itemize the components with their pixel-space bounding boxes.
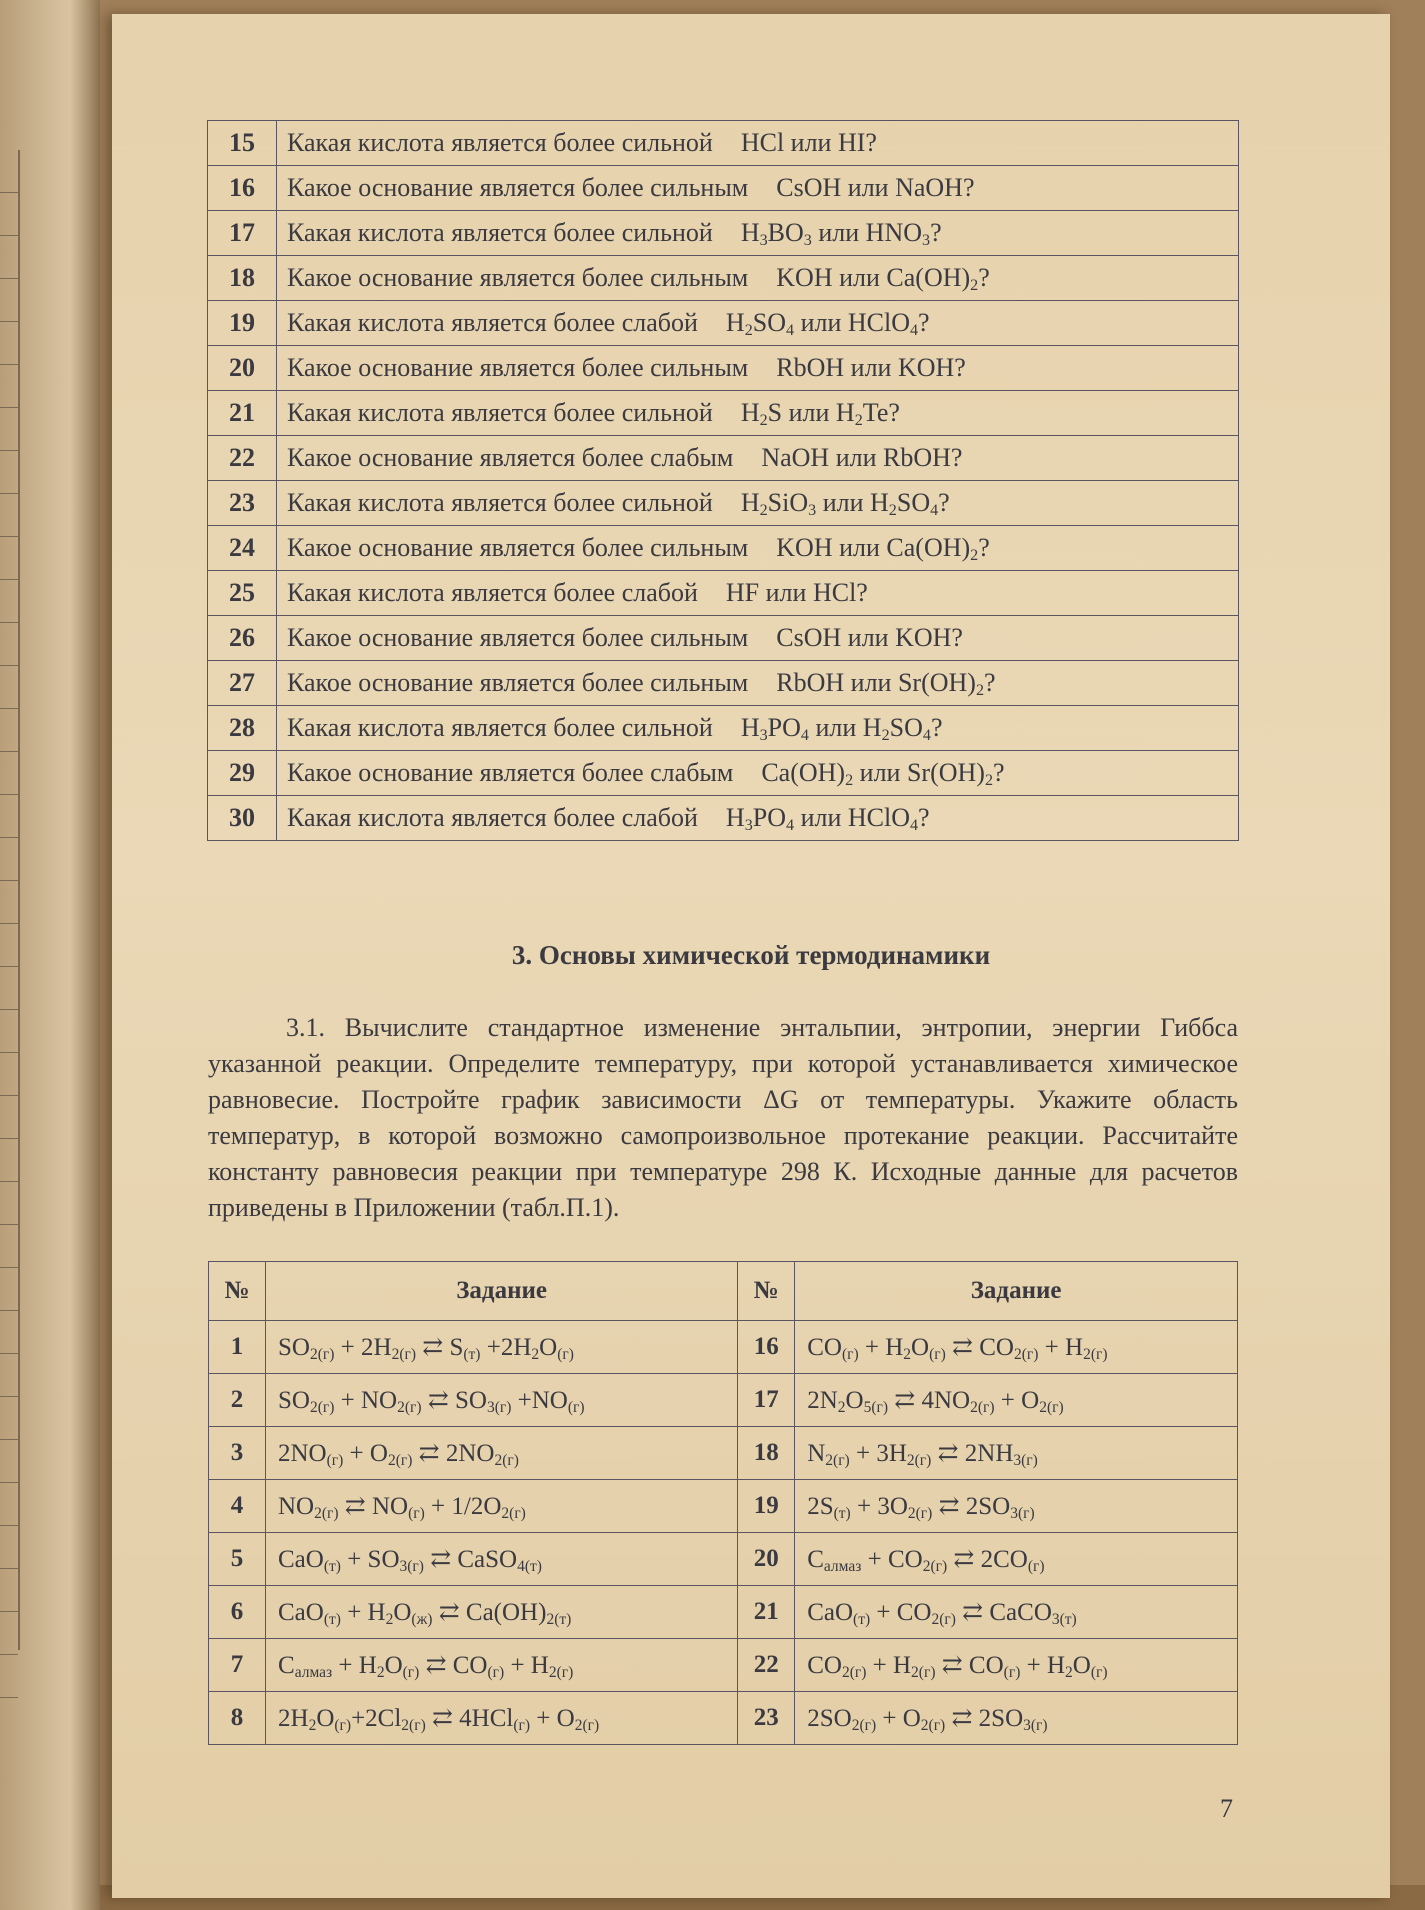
- row-number: 18: [208, 256, 277, 301]
- reaction-number: 23: [738, 1692, 795, 1745]
- reaction-row: [209, 1480, 1238, 1533]
- formula-text: $H_3BO_3$ или $HNO_3$?: [740, 218, 942, 250]
- ruled-line: [0, 967, 18, 1010]
- left-page-table-lines: [0, 150, 20, 1650]
- reaction-number: 22: [738, 1639, 795, 1692]
- formula-text: $H_2SO_4$ или HClO$_4$?: [725, 308, 930, 340]
- ruled-line: [0, 1354, 18, 1397]
- row-number: 16: [208, 166, 277, 211]
- formula-text: $H_3PO_4$ или HClO$_4$?: [725, 803, 930, 835]
- formula-text: RbOH или $Sr(OH)_2$?: [776, 668, 996, 700]
- ruled-line: [0, 924, 18, 967]
- reaction-number: 17: [738, 1374, 795, 1427]
- ruled-line: [0, 1010, 18, 1053]
- question-text: Какая кислота является более сильной: [287, 398, 713, 427]
- table-row: [208, 436, 1239, 481]
- reaction-equation: $SO_{2(г)} + NO_{2(г)}$ ⇄ $SO_{3(г)} +NO_{(г)}$: [266, 1374, 738, 1427]
- reaction-row: [209, 1427, 1238, 1480]
- reaction-equation: $N_{2(г)} + 3H_{2(г)}$ ⇄ $2NH_{3(г)}$: [795, 1427, 1238, 1480]
- question-cell: [277, 346, 1239, 391]
- table-row: [208, 751, 1239, 796]
- formula-text: NaOH или RbOH?: [761, 443, 963, 472]
- left-page-edge: [0, 0, 100, 1910]
- formula-text: $H_2SiO_3$ или $H_2SO_4$?: [740, 488, 950, 520]
- section-title: 3. Основы химической термодинамики: [511, 940, 991, 970]
- table-row: [208, 256, 1239, 301]
- header-task-right: Задание: [795, 1262, 1238, 1321]
- question-cell: [277, 481, 1239, 526]
- reaction-row: [209, 1374, 1238, 1427]
- reaction-number: 7: [209, 1639, 266, 1692]
- formula-text: RbOH или KOH?: [776, 353, 966, 382]
- table-row: [208, 481, 1239, 526]
- question-text: Какая кислота является более слабой: [287, 578, 698, 607]
- task-paragraph: [208, 1010, 1238, 1226]
- reaction-equation: $CO_{(г)} + H_2O_{(г)}$ ⇄ $CO_{2(г)} + H_{2(г)}$: [795, 1321, 1238, 1374]
- row-number: 30: [208, 796, 277, 841]
- table-row: [208, 796, 1239, 841]
- formula-text: CsOH или NaOH?: [776, 173, 975, 202]
- reaction-number: 5: [209, 1533, 266, 1586]
- ruled-line: [0, 580, 18, 623]
- row-number: 21: [208, 391, 277, 436]
- reaction-table: [208, 1261, 1238, 1745]
- table-row: [208, 166, 1239, 211]
- question-cell: [277, 751, 1239, 796]
- row-number: 28: [208, 706, 277, 751]
- ruled-line: [0, 1526, 18, 1569]
- ruled-line: [0, 1440, 18, 1483]
- reaction-number: 4: [209, 1480, 266, 1533]
- table-row: [208, 391, 1239, 436]
- ruled-line: [0, 236, 18, 279]
- ruled-line: [0, 1225, 18, 1268]
- reaction-row: [209, 1692, 1238, 1745]
- ruled-line: [0, 623, 18, 666]
- reaction-number: 16: [738, 1321, 795, 1374]
- question-text: Какая кислота является более слабой: [287, 803, 698, 832]
- ruled-line: [0, 408, 18, 451]
- formula-text: HF или HCl?: [725, 578, 868, 607]
- reaction-row: [209, 1533, 1238, 1586]
- formula-text: $Ca(OH)_2$ или $Sr(OH)_2$?: [761, 758, 1005, 790]
- question-cell: [277, 256, 1239, 301]
- row-number: 15: [208, 121, 277, 166]
- row-number: 17: [208, 211, 277, 256]
- reaction-number: 6: [209, 1586, 266, 1639]
- reaction-number: 19: [738, 1480, 795, 1533]
- row-number: 22: [208, 436, 277, 481]
- row-number: 26: [208, 616, 277, 661]
- ruled-line: [0, 838, 18, 881]
- row-number: 25: [208, 571, 277, 616]
- question-cell: [277, 661, 1239, 706]
- formula-text: $H_2S$ или $H_2Te$?: [740, 398, 900, 430]
- reaction-equation: $C_{алмаз} + H_2O_{(г)}$ ⇄ $CO_{(г)} + H_{2(г)}$: [266, 1639, 738, 1692]
- reaction-equation: $2S_{(т)} + 3O_{2(г)}$ ⇄ $2SO_{3(г)}$: [795, 1480, 1238, 1533]
- question-text: Какая кислота является более сильной: [287, 218, 713, 247]
- ruled-line: [0, 365, 18, 408]
- ruled-line: [0, 1053, 18, 1096]
- formula-text: HCl или HI?: [740, 128, 877, 157]
- table-row: [208, 121, 1239, 166]
- question-text: Какая кислота является более слабой: [287, 308, 698, 337]
- question-cell: [277, 121, 1239, 166]
- formula-text: KOH или $Ca(OH)_2$?: [776, 263, 990, 295]
- question-text: Какое основание является более сильным: [287, 533, 749, 562]
- reaction-equation: $C_{алмаз} + CO_{2(г)}$ ⇄ $2CO_{(г)}$: [795, 1533, 1238, 1586]
- question-text: Какое основание является более сильным: [287, 623, 749, 652]
- ruled-line: [0, 451, 18, 494]
- question-text: Какая кислота является более сильной: [287, 713, 713, 742]
- table-row: [208, 211, 1239, 256]
- reaction-number: 1: [209, 1321, 266, 1374]
- table-row: [208, 661, 1239, 706]
- reaction-equation: $2H_2O_{(г)}+2Cl_{2(г)}$ ⇄ $4HCl_{(г)} + O_{2(г)}$: [266, 1692, 738, 1745]
- reaction-row: [209, 1586, 1238, 1639]
- ruled-line: [0, 1182, 18, 1225]
- ruled-line: [0, 537, 18, 580]
- reaction-number: 3: [209, 1427, 266, 1480]
- ruled-line: [0, 1569, 18, 1612]
- question-cell: [277, 301, 1239, 346]
- reaction-equation: $2SO_{2(г)} + O_{2(г)}$ ⇄ $2SO_{3(г)}$: [795, 1692, 1238, 1745]
- question-text: Какая кислота является более сильной: [287, 128, 713, 157]
- table-row: [208, 571, 1239, 616]
- ruled-line: [0, 666, 18, 709]
- reaction-equation: $2N_2O_{5(г)}$ ⇄ $4NO_{2(г)} + O_{2(г)}$: [795, 1374, 1238, 1427]
- row-number: 29: [208, 751, 277, 796]
- question-cell: [277, 616, 1239, 661]
- reaction-number: 2: [209, 1374, 266, 1427]
- question-cell: [277, 706, 1239, 751]
- question-cell: [277, 211, 1239, 256]
- question-text: Какое основание является более сильным: [287, 353, 749, 382]
- ruled-line: [0, 279, 18, 322]
- row-number: 23: [208, 481, 277, 526]
- ruled-line: [0, 494, 18, 537]
- ruled-line: [0, 1139, 18, 1182]
- ruled-line: [0, 752, 18, 795]
- reaction-number: 21: [738, 1586, 795, 1639]
- reaction-equation: $CaO_{(т)} + H_2O_{(ж)}$ ⇄ $Ca(OH)_{2(т)}$: [266, 1586, 738, 1639]
- reaction-equation: $CaO_{(т)} + SO_{3(г)}$ ⇄ CaSO$_{4(т)}$: [266, 1533, 738, 1586]
- formula-text: KOH или $Ca(OH)_2$?: [776, 533, 990, 565]
- question-cell: [277, 526, 1239, 571]
- reaction-number: 8: [209, 1692, 266, 1745]
- ruled-line: [0, 1483, 18, 1526]
- question-text: Какое основание является более слабым: [287, 443, 734, 472]
- header-task-left: Задание: [266, 1262, 738, 1321]
- reaction-number: 20: [738, 1533, 795, 1586]
- question-cell: [277, 391, 1239, 436]
- reaction-row: [209, 1639, 1238, 1692]
- reaction-row: [209, 1321, 1238, 1374]
- row-number: 20: [208, 346, 277, 391]
- reaction-equation: $CO_{2(г)} + H_{2(г)}$ ⇄ $CO_{(г)} + H_2O_{(г)}$: [795, 1639, 1238, 1692]
- question-cell: [277, 796, 1239, 841]
- ruled-line: [0, 193, 18, 236]
- ruled-line: [0, 1612, 18, 1655]
- table-row: [208, 346, 1239, 391]
- row-number: 27: [208, 661, 277, 706]
- ruled-line: [0, 1096, 18, 1139]
- row-number: 24: [208, 526, 277, 571]
- reaction-equation: $CaO_{(т)} + CO_{2(г)}$ ⇄ CaCO$_{3(т)}$: [795, 1586, 1238, 1639]
- table-row: [208, 616, 1239, 661]
- question-text: Какая кислота является более сильной: [287, 488, 713, 517]
- question-cell: [277, 436, 1239, 481]
- table-row: [208, 526, 1239, 571]
- question-text: Какое основание является более сильным: [287, 263, 749, 292]
- formula-text: CsOH или KOH?: [776, 623, 963, 652]
- question-text: Какое основание является более сильным: [287, 668, 749, 697]
- ruled-line: [0, 881, 18, 924]
- page-number: 7: [1220, 1794, 1233, 1823]
- ruled-line: [0, 1397, 18, 1440]
- reaction-equation: $SO_{2(г)} + 2H_{2(г)}$ ⇄ $S_{(т)} +2H_2O_{(г)}$: [266, 1321, 738, 1374]
- acid-base-table: [207, 120, 1239, 841]
- task-text: 3.1. Вычислите стандартное изменение энтальпии, энтропии, энергии Гиббса указанной реакции. Определите температуру, при которой устанавливается химическое равновесие. Постройте график зависимости ΔG от температуры. Укажите область температур, в которой возможно самопроизвольное протекание реакции. Рассчитайте константу равновесия реакции при температуре 298 К. Исходные данные для расчетов приведены в Приложении (табл.П.1).: [208, 1013, 1238, 1222]
- ruled-line: [0, 150, 18, 193]
- table-row: [208, 301, 1239, 346]
- reaction-equation: $2NO_{(г)} + O_{2(г)}$ ⇄ $2NO_{2(г)}$: [266, 1427, 738, 1480]
- header-num-left: №: [209, 1262, 266, 1321]
- ruled-line: [0, 795, 18, 838]
- ruled-line: [0, 1268, 18, 1311]
- table-row: [208, 706, 1239, 751]
- header-num-right: №: [738, 1262, 795, 1321]
- question-text: Какое основание является более сильным: [287, 173, 749, 202]
- question-cell: [277, 166, 1239, 211]
- ruled-line: [0, 1311, 18, 1354]
- reaction-equation: $NO_{2(г)}$ ⇄ $NO_{(г)} + 1/2O_{2(г)}$: [266, 1480, 738, 1533]
- formula-text: $H_3PO_4$ или $H_2SO_4$?: [740, 713, 943, 745]
- ruled-line: [0, 1655, 18, 1698]
- book-page: [112, 14, 1390, 1898]
- question-text: Какое основание является более слабым: [287, 758, 734, 787]
- reaction-number: 18: [738, 1427, 795, 1480]
- row-number: 19: [208, 301, 277, 346]
- question-cell: [277, 571, 1239, 616]
- ruled-line: [0, 709, 18, 752]
- ruled-line: [0, 322, 18, 365]
- reaction-table-header: [209, 1262, 1238, 1321]
